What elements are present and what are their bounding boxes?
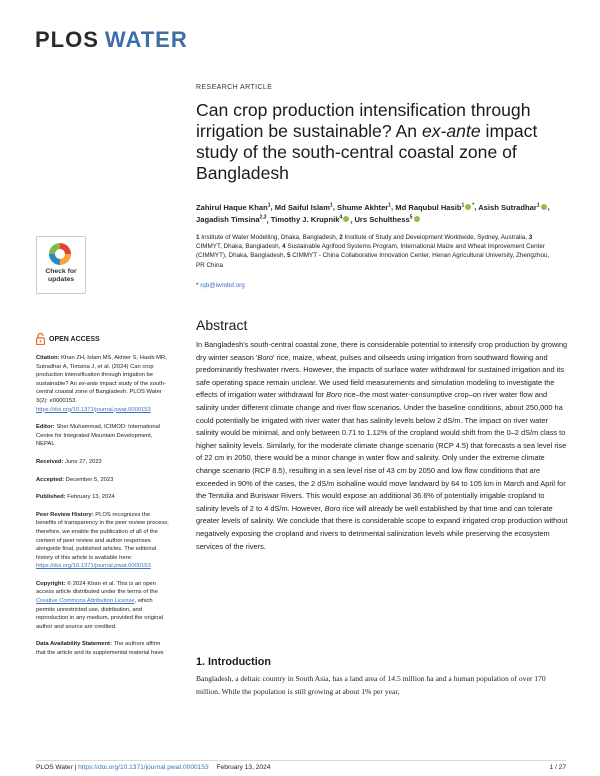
citation-doi-link[interactable]: https://doi.org/10.1371/journal.pwat.0000153 [36, 406, 151, 413]
abstract-heading: Abstract [196, 317, 248, 333]
author-affiliation-number: 1 [461, 202, 465, 208]
introduction-heading: 1. Introduction [196, 656, 271, 668]
received: Received: June 27, 2023 [36, 458, 102, 465]
author-list: Zahirul Haque Khan$^1$, Md Saiful Islam$^1$, Shume Akhter$^1$, Md Raqubul Hasib$^1$ *, Asish Sutradhar$^1$ , Jagadish Timsina$^{2,3}$, Timothy J. Krupnik$^4$ , Urs Schulthess$^5$ [196, 202, 550, 225]
citation: Citation: Khan ZH, Islam MS, Akhter S, Hasib MR, Sutradhar A, Timsina J, et al. (2024) Can crop production intensification through irrigation be sustainable? An ex-ante impact study of the south-central coastal zone of Bangladesh. PLOS Water 3(2): e0000153. https://doi.org/10.1371/journal.pwat.0000153 [36, 355, 167, 413]
email-link[interactable]: rqb@iwmbd.org [200, 282, 245, 289]
editor: Editor: Sher Muhammad, ICIMOD: International Centre for Integrated Mountain Development, NEPAL [36, 424, 161, 448]
peer-review-history: Peer Review History: PLOS recognizes the benefits of transparency in the peer review process; therefore, we enable the publication of all of the content of peer review and author responses alongside final, published articles. The editorial history of this article is available here: https://doi.org/10.1371/journal.pwat.0000153 [36, 511, 169, 570]
author-name: Timothy J. Krupnik [270, 215, 340, 225]
corresponding-email: * rqb@iwmbd.org [196, 282, 245, 289]
introduction-text: Bangladesh, a deltaic country in South Asia, has a land area of 14.5 million ha and a human population of over 170 million. While the population is still growing at about 1% per year, [196, 674, 546, 696]
author[interactable] [395, 203, 474, 212]
author[interactable] [271, 215, 350, 224]
author-name: Md Raqubul Hasib [395, 202, 462, 212]
author-name: Zahirul Haque Khan [196, 202, 268, 212]
cc-license-link[interactable]: Creative Commons Attribution License [36, 598, 135, 605]
page-number: 1 / 27 [549, 764, 566, 771]
orcid-icon[interactable] [465, 204, 471, 210]
footer-divider [36, 760, 566, 761]
footer-date: February 13, 2024 [216, 764, 271, 771]
corresponding-mark: * [472, 202, 475, 208]
author-affiliation-number: 1 [267, 202, 271, 208]
author-name: Urs Schulthess [354, 215, 410, 225]
data-availability: Data Availability Statement: The authors affirm that the article and its supplemental material have [36, 641, 164, 657]
page-footer [36, 764, 566, 771]
orcid-icon[interactable] [414, 216, 420, 222]
affiliation-number: 5 [287, 252, 291, 260]
author-affiliation-number: 4 [339, 214, 343, 221]
author[interactable] [354, 215, 420, 224]
footer-doi-link[interactable]: https://doi.org/10.1371/journal.pwat.0000153 [78, 764, 209, 771]
affiliation-text: CIMMYT - China Collaborative Innovation Center, Henan Agricultural University, Zhengzhou, PR China [196, 252, 550, 269]
abstract-text: In Bangladesh's south-central coastal zone, there is considerable potential to intensify crop production by growing dry winter season 'Boro' rice, maize, wheat, pulses and oilseeds using irrigation from southward flowing and predominantly freshwater rivers. However, the impacts of surface water withdrawal for sustained irrigation and its safe operating space remain unclear. We used field measurements and simulation modeling to investigate the effects of irrigation water withdrawal for Boro rice–the most water-consumptive crop–on river water flow and salinity under different climate change and river flow scenarios. Under the baseline conditions, about 250,000 ha could potentially be irrigated with river water that has salinity levels below 2 dS/m. The impact on river water salinity would be minimal, and only between 0.71 to 1.12% of the cropland would shift from the 0–2 dS/m class to higher salinity levels. Similarly, for the moderate climate change scenario (RCP 4.5) that forecasts a sea level rise of 22 cm in 2050, there would be a minor change in water flow and salinity. Only under the extreme climate change scenario (RCP 8.5), resulting in a sea level rise of 43 cm by 2050 and low flow conditions that are exceeded in 90% of the cases, the 2 dS/m isohaline would move landward by 64 to 105 km in March and April for the Tentulia and Buriswar Rivers. This would expose an additional 36.6% of potentially irrigable cropland to salinity levels of 2 to 4 dS/m. However, Boro rice will already be well established by that time and can tolerate greater levels of salinity. We conclude that there is considerable scope to expand irrigated crop production without negatively exposing the cropland and rivers to detrimental salinization levels while preserving the ecosystem services of the rivers. [196, 340, 568, 551]
check-for-updates-label: Check for updates [45, 268, 77, 283]
copyright: Copyright: © 2024 Khan et al. This is an open access article distributed under the terms of the Creative Commons Attribution License, which permits unrestricted use, distribution, and reproduction in any medium, provided the original author and source are credited. [36, 580, 163, 630]
affiliation-text: Institute of Water Modelling, Dhaka, Bangladesh, [201, 234, 338, 241]
article-type: RESEARCH ARTICLE [196, 84, 273, 91]
article-title: Can crop production intensification through irrigation be sustainable? An ex-ante impact study of the south-central coastal zone of Bangladesh [196, 100, 538, 183]
affiliation-text: Institute of Study and Development Worldwide, Sydney, Australia, [344, 234, 528, 241]
author[interactable] [196, 203, 271, 212]
author-affiliation-number: 1 [536, 202, 540, 208]
author-affiliation-number: 5 [409, 214, 413, 221]
author[interactable] [275, 203, 333, 212]
author[interactable] [478, 203, 547, 212]
affiliation-number: 4 [282, 243, 286, 251]
logo-water: WATER [104, 27, 188, 52]
published: Published: February 13, 2024 [36, 494, 115, 501]
author-affiliation-number: 1 [388, 202, 392, 208]
author-name: Jagadish Timsina [196, 215, 260, 225]
journal-logo[interactable] [35, 27, 188, 53]
accepted: Accepted: December 5, 2023 [36, 476, 114, 483]
logo-plos: PLOS [35, 27, 99, 52]
author-name: Asish Sutradhar [478, 202, 537, 212]
open-access-label: OPEN ACCESS [49, 335, 100, 343]
peer-review-link[interactable]: https://doi.org/10.1371/journal.pwat.0000153 [36, 563, 151, 570]
orcid-icon[interactable] [343, 216, 349, 222]
orcid-icon[interactable] [541, 204, 547, 210]
affiliation-text: CIMMYT, Dhaka, Bangladesh, [196, 243, 281, 251]
check-for-updates-icon [49, 243, 71, 265]
open-lock-icon [36, 333, 45, 345]
check-for-updates-badge[interactable] [36, 236, 86, 294]
affiliation-number: 2 [339, 234, 343, 241]
author-affiliation-number: 2,3 [259, 214, 267, 221]
open-access [36, 333, 100, 345]
affiliation-number: 3 [528, 234, 533, 241]
author-name: Shume Akhter [337, 202, 389, 212]
affiliation-number: 1 [196, 234, 200, 241]
author-affiliation-number: 1 [330, 202, 333, 208]
author[interactable] [337, 203, 391, 212]
affiliations [196, 233, 556, 270]
author-name: Md Saiful Islam [274, 202, 331, 212]
affiliation-text: Sustainable Agrifood Systems Program, International Maize and Wheat Improvement Center (CIMMYT), Dhaka, Bangladesh, [196, 243, 545, 260]
author[interactable] [196, 215, 267, 224]
article-metadata [36, 354, 170, 667]
footer-journal: PLOS Water | [36, 764, 79, 771]
